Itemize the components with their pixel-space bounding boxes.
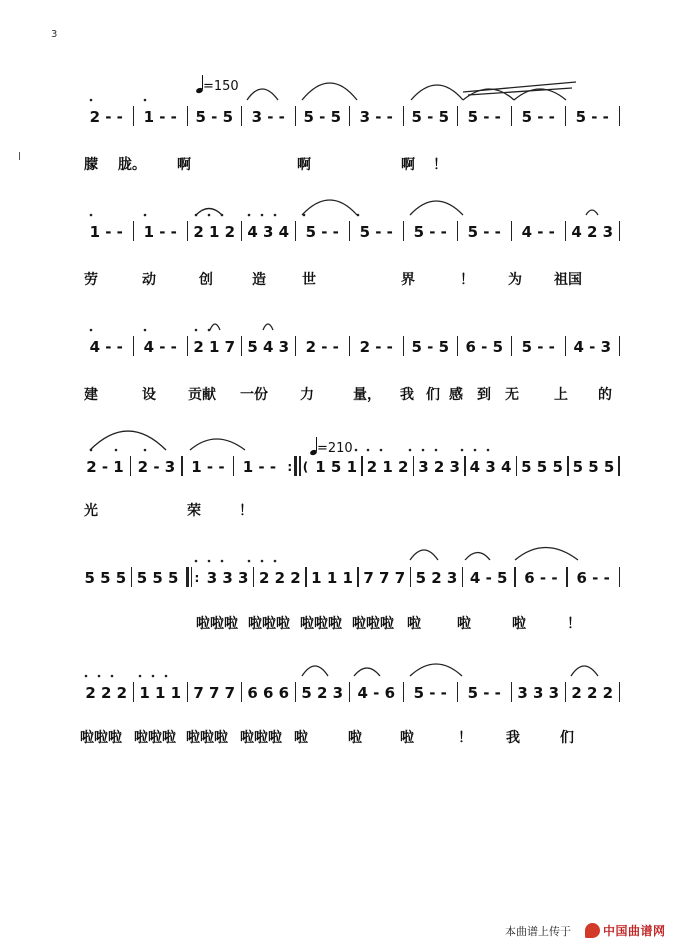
lyric: 感 <box>449 387 463 403</box>
lyric: 啦 <box>294 730 308 746</box>
notation-row-5 <box>80 565 620 587</box>
barline <box>619 336 621 356</box>
measure: 2 2 2 <box>85 684 128 702</box>
measure: 5 - 5 <box>411 108 450 126</box>
slur <box>571 666 598 676</box>
measure: 6 - - <box>524 569 558 587</box>
slur <box>190 439 245 450</box>
measure: 2 - 1 <box>86 458 124 476</box>
measure: 2 - - <box>359 338 393 356</box>
slur <box>302 666 328 676</box>
lyric: 量， <box>353 387 381 403</box>
lyrics-row-4 <box>80 500 620 520</box>
barline <box>618 456 620 476</box>
measure: 2 - - <box>89 108 123 126</box>
measure: 5 5 5 <box>521 458 563 476</box>
lyric: ！ <box>567 616 581 632</box>
slur <box>210 324 220 330</box>
lyric: 动 <box>142 272 156 288</box>
lyric: 啦啦啦 <box>248 616 290 632</box>
lyric: 造 <box>252 272 266 288</box>
lyric: 劳 <box>84 272 98 288</box>
measure: 4 3 4 <box>247 223 290 241</box>
slur <box>465 553 490 561</box>
tempo-value: =210 <box>317 441 353 456</box>
barline <box>619 106 621 126</box>
measure: 3 2 3 <box>418 458 460 476</box>
lyric: 的 <box>598 387 612 403</box>
barline <box>619 221 621 241</box>
lyric: 啦 <box>400 730 414 746</box>
lyric: 啊 <box>401 157 415 173</box>
slur <box>302 83 357 100</box>
lyrics-row-1 <box>80 154 620 174</box>
notation-row-6 <box>80 680 620 702</box>
lyric: 胧。 <box>118 157 146 173</box>
lyrics-row-5 <box>80 613 620 633</box>
slur <box>586 210 598 215</box>
measure: 5 - - <box>521 108 555 126</box>
lyric: 啦啦啦 <box>240 730 282 746</box>
measure: 5 5 5 <box>572 458 615 476</box>
lyric: 啦 <box>348 730 362 746</box>
lyric: 们 <box>560 730 574 746</box>
measure: 1 - - <box>191 458 225 476</box>
tempo-mark-1 <box>196 75 239 94</box>
margin-mark <box>19 152 20 160</box>
lyric: ！ <box>458 730 472 746</box>
slur <box>410 550 438 560</box>
measure: 2 - - <box>305 338 339 356</box>
logo-icon <box>585 923 600 938</box>
lyric: 啦 <box>512 616 526 632</box>
lyric: 光 <box>84 503 98 519</box>
lyric: 一份 <box>240 387 268 403</box>
page-number: 3 <box>51 29 58 40</box>
measure: 2 1 2 <box>366 458 409 476</box>
measure: 4 - - <box>521 223 555 241</box>
measure: 1 1 1 <box>311 569 353 587</box>
measure: 1 5 1 <box>315 458 358 476</box>
slur <box>514 89 566 100</box>
lyric: 朦 <box>84 157 98 173</box>
measure: 5 - - <box>467 108 501 126</box>
measure: 1 - - <box>89 223 123 241</box>
measure: 4 3 4 <box>469 458 512 476</box>
measure: 1 1 1 <box>139 684 182 702</box>
measure: 5 - - <box>467 684 501 702</box>
slur <box>263 324 273 330</box>
notation-row-4 <box>80 454 620 476</box>
measure: 5 - - <box>359 223 393 241</box>
lyric: 祖国 <box>554 272 582 288</box>
lyric: 啦 <box>457 616 471 632</box>
site-logo[interactable] <box>585 919 681 941</box>
measure: 5 5 5 <box>84 569 127 587</box>
slur-line <box>463 82 576 92</box>
measure: 5 - 5 <box>411 338 450 356</box>
lyric: 上 <box>554 387 568 403</box>
measure: 5 - - <box>413 223 447 241</box>
measure: 3 - - <box>251 108 285 126</box>
lyrics-row-2 <box>80 269 620 289</box>
lyric: 到 <box>477 387 491 403</box>
measure: 2 - 3 <box>137 458 176 476</box>
lyric: 贡献 <box>188 387 216 403</box>
footer-upload-text: 本曲谱上传于 <box>505 925 571 938</box>
measure: 4 - 5 <box>469 569 508 587</box>
lyric: 建 <box>84 387 98 403</box>
lyric: 无 <box>505 387 519 403</box>
notation-row-2 <box>80 219 620 241</box>
measure: 3 3 3 <box>206 569 249 587</box>
slur-line <box>468 88 572 95</box>
end-repeat-sign: : ( <box>287 456 308 476</box>
tempo-value: =150 <box>203 79 239 94</box>
measure: 5 - - <box>521 338 555 356</box>
lyric: ！ <box>433 157 447 173</box>
lyric: 荣 <box>187 503 201 519</box>
measure: 6 - - <box>576 569 610 587</box>
notation-row-1 <box>80 104 620 126</box>
measure: 3 3 3 <box>517 684 560 702</box>
measure: 2 1 2 <box>193 223 236 241</box>
lyric: 啦 <box>407 616 421 632</box>
lyric: 啊 <box>297 157 311 173</box>
measure: 2 2 2 <box>258 569 301 587</box>
slur <box>90 431 166 450</box>
measure: 1 - - <box>143 223 177 241</box>
lyric: 啊 <box>177 157 191 173</box>
slur <box>463 89 514 100</box>
measure: 6 6 6 <box>247 684 290 702</box>
slur <box>247 89 278 100</box>
notation-row-3 <box>80 334 620 356</box>
slur <box>411 85 463 100</box>
measure: 5 4 3 <box>247 338 290 356</box>
lyrics-row-6 <box>80 727 620 747</box>
slur <box>354 668 380 676</box>
slur <box>410 201 463 215</box>
lyric: 创 <box>199 272 213 288</box>
lyric: 们 <box>426 387 440 403</box>
measure: 4 - - <box>89 338 123 356</box>
measure: 5 2 3 <box>301 684 344 702</box>
lyric: ！ <box>460 272 474 288</box>
lyric: 啦啦啦 <box>300 616 342 632</box>
barline <box>619 682 621 702</box>
measure: 5 - - <box>413 684 447 702</box>
lyric: ！ <box>239 503 253 519</box>
lyric: 我 <box>506 730 520 746</box>
measure: 7 7 7 <box>363 569 406 587</box>
lyric: 啦啦啦 <box>352 616 394 632</box>
slur <box>302 200 357 215</box>
measure: 4 - 3 <box>573 338 612 356</box>
lyric: 啦啦啦 <box>186 730 228 746</box>
start-repeat-sign: : <box>186 567 199 587</box>
measure: 2 1 7 <box>193 338 236 356</box>
logo-text: 中国曲谱网 <box>603 923 666 938</box>
lyric: 我 <box>400 387 414 403</box>
measure: 5 - - <box>575 108 609 126</box>
measure: 4 2 3 <box>571 223 614 241</box>
lyric: 力 <box>300 387 314 403</box>
measure: 5 2 3 <box>415 569 458 587</box>
measure: 4 - - <box>143 338 177 356</box>
measure: 5 - - <box>305 223 339 241</box>
barline <box>619 567 621 587</box>
measure: 5 - - <box>467 223 501 241</box>
slur <box>196 209 222 216</box>
measure: 2 2 2 <box>571 684 614 702</box>
lyric: 啦啦啦 <box>196 616 238 632</box>
measure: 5 5 5 <box>136 569 179 587</box>
measure: 1 - - <box>143 108 177 126</box>
lyric: 啦啦啦 <box>80 730 122 746</box>
measure: 4 - 6 <box>357 684 396 702</box>
lyric: 世 <box>302 272 316 288</box>
lyric: 啦啦啦 <box>134 730 176 746</box>
lyric: 界 <box>401 272 415 288</box>
measure: 1 - - <box>242 458 277 476</box>
measure: 7 7 7 <box>193 684 236 702</box>
measure: 3 - - <box>359 108 393 126</box>
measure: 5 - 5 <box>303 108 342 126</box>
lyric: 为 <box>508 272 522 288</box>
slur <box>515 548 578 561</box>
lyrics-row-3 <box>80 384 620 404</box>
slur <box>410 664 462 676</box>
measure: 5 - 5 <box>195 108 234 126</box>
lyric: 设 <box>142 387 156 403</box>
measure: 6 - 5 <box>465 338 504 356</box>
